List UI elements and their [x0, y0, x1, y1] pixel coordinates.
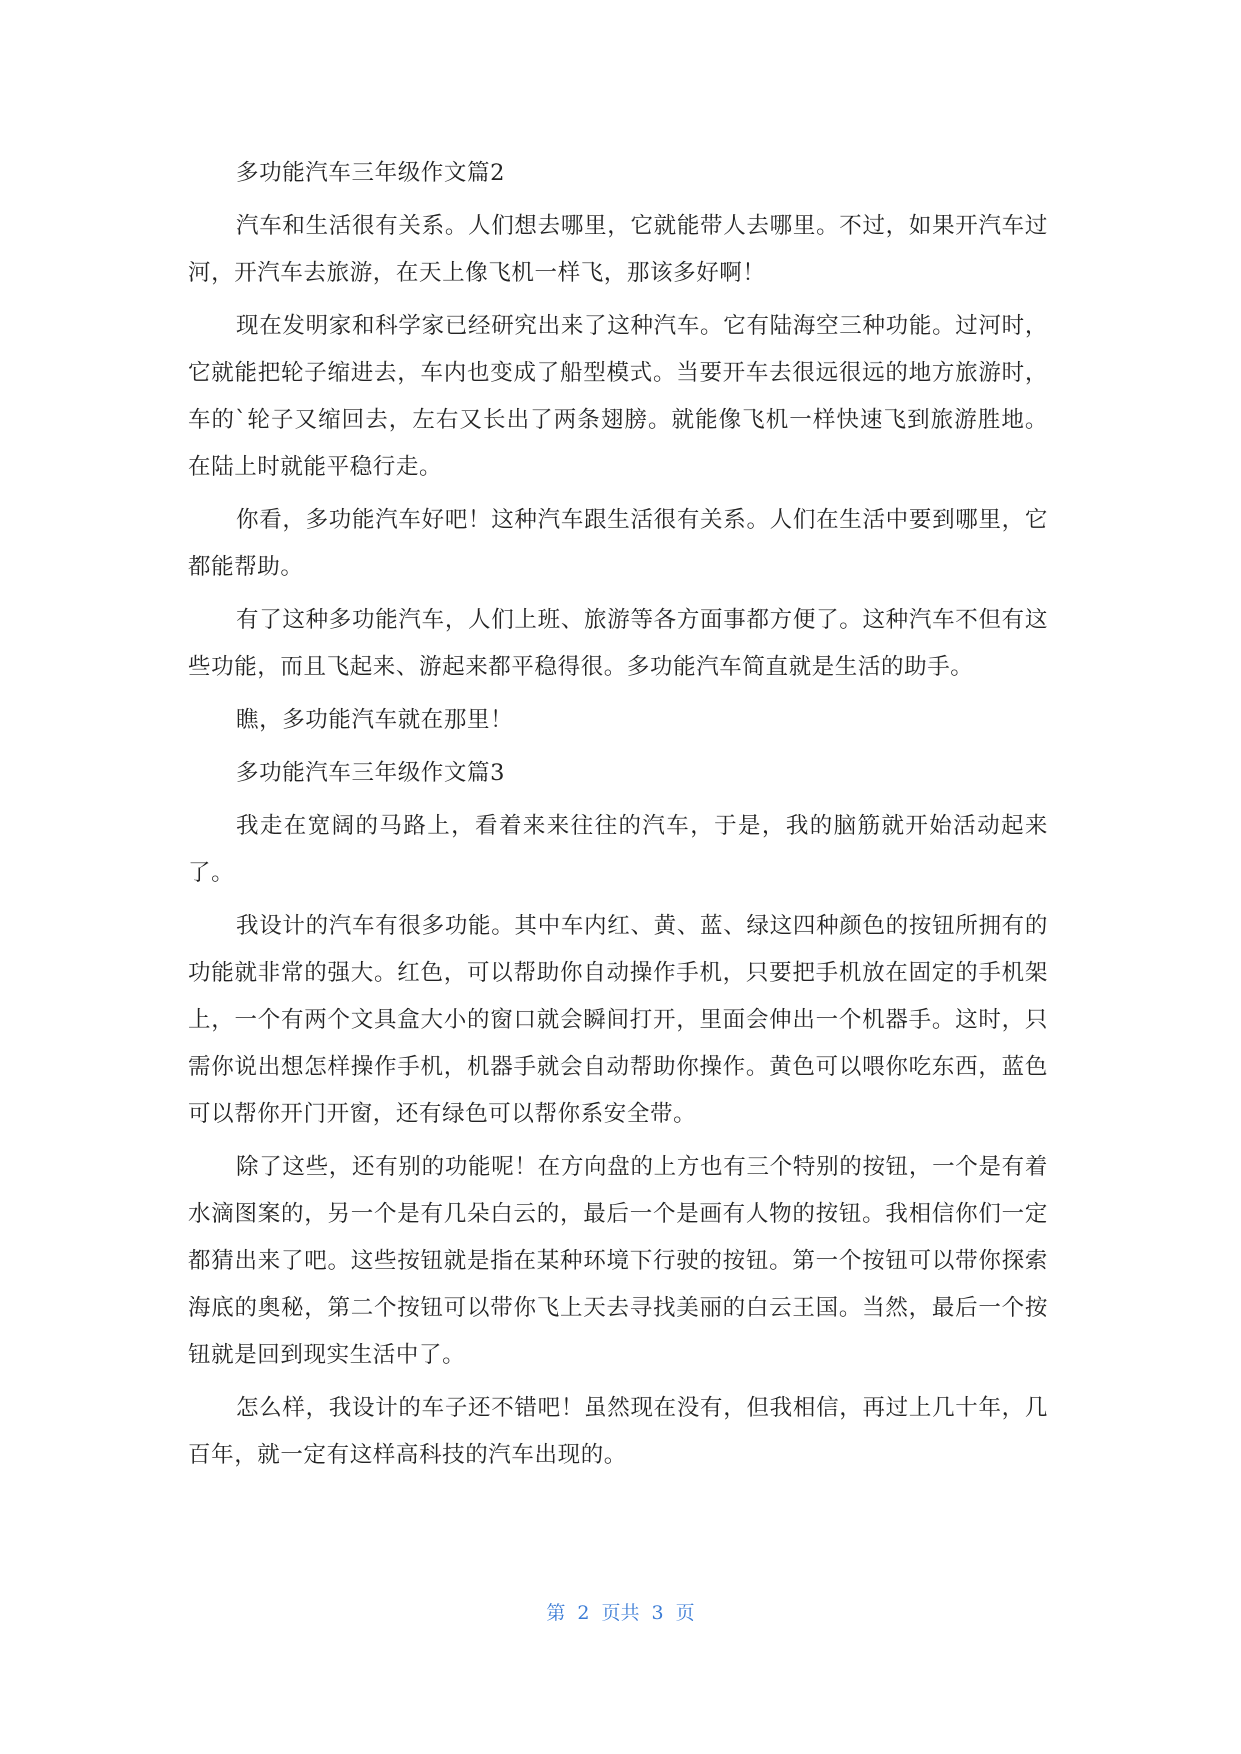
footer-middle: 页共: [601, 1602, 640, 1624]
essay-heading-3: 多功能汽车三年级作文篇3: [236, 760, 506, 786]
paragraph: 除了这些，还有别的功能呢！在方向盘的上方也有三个特别的按钮，一个是有着水滴图案的，另一个是有几朵白云的，最后一个是画有人物的按钮。我相信你们一定都猜出来了吧。这些按钮就是指在某种环境下行驶的按钮。第一个按钮可以带你探索海底的奥秘，第二个按钮可以带你飞上天去寻找美丽的白云王国。当然，最后一个按钮就是回到现实生活中了。: [188, 1154, 1048, 1368]
footer-total-pages: 3: [651, 1602, 664, 1624]
footer-suffix: 页: [675, 1602, 695, 1624]
paragraph: 现在发明家和科学家已经研究出来了这种汽车。它有陆海空三种功能。过河时，它就能把轮子缩进去，车内也变成了船型模式。当要开车去很远很远的地方旅游时，车的`轮子又缩回去，左右又长出了两条翅膀。就能像飞机一样快速飞到旅游胜地。在陆上时就能平稳行走。: [188, 313, 1048, 480]
paragraph: 汽车和生活很有关系。人们想去哪里，它就能带人去哪里。不过，如果开汽车过河，开汽车去旅游，在天上像飞机一样飞，那该多好啊！: [188, 213, 1048, 286]
paragraph: 我走在宽阔的马路上，看着来来往往的汽车，于是，我的脑筋就开始活动起来了。: [188, 813, 1048, 886]
essay-heading-2: 多功能汽车三年级作文篇2: [236, 160, 506, 186]
page-footer: [0, 1598, 1241, 1625]
document-page: [188, 150, 1048, 1485]
paragraph: 我设计的汽车有很多功能。其中车内红、黄、蓝、绿这四种颜色的按钮所拥有的功能就非常的强大。红色，可以帮助你自动操作手机，只要把手机放在固定的手机架上，一个有两个文具盒大小的窗口就会瞬间打开，里面会伸出一个机器手。这时，只需你说出想怎样操作手机，机器手就会自动帮助你操作。黄色可以喂你吃东西，蓝色可以帮你开门开窗，还有绿色可以帮你系安全带。: [188, 913, 1048, 1127]
paragraph: 瞧，多功能汽车就在那里！: [236, 707, 514, 733]
footer-prefix: 第: [546, 1602, 566, 1624]
paragraph: 怎么样，我设计的车子还不错吧！虽然现在没有，但我相信，再过上几十年，几百年，就一定有这样高科技的汽车出现的。: [188, 1395, 1048, 1468]
footer-current-page: 2: [577, 1602, 590, 1624]
paragraph: 有了这种多功能汽车，人们上班、旅游等各方面事都方便了。这种汽车不但有这些功能，而且飞起来、游起来都平稳得很。多功能汽车简直就是生活的助手。: [188, 607, 1048, 680]
paragraph: 你看，多功能汽车好吧！这种汽车跟生活很有关系。人们在生活中要到哪里，它都能帮助。: [188, 507, 1048, 580]
